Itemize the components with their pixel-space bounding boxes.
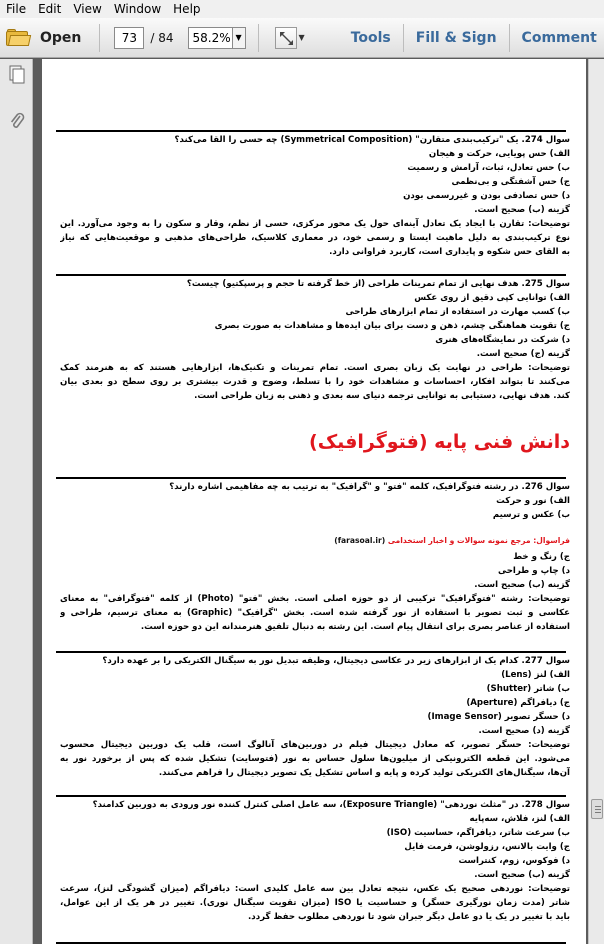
option-c: ج) تقویت هماهنگی چشم، ذهن و دست برای بیان ایده‌ها و مشاهدات به صورت بصری (214, 321, 570, 331)
vertical-scrollbar[interactable] (588, 59, 604, 944)
question-276 (60, 480, 570, 522)
explanation-line: کند. هدف نهایی، دستیابی به توانایی ترجمه دنیای سه بعدی و ذهنی به زبان طراحی است. (194, 391, 570, 401)
explanation-line: عکاسی و ثبت تصویر با استفاده از نور گرفته شده است. بخش "گرافیک" (Graphic) به معنای ترسیم، طراحی و (60, 608, 570, 618)
explanation-line: توضیحات: طراحی در نهایت یک زبان بصری است. تمام تمرینات و تکنیک‌ها، ابزارهایی هستند که به هنرمند کمک (60, 363, 570, 373)
tools-pane-button[interactable]: Tools (350, 29, 391, 46)
zoom-dropdown-button[interactable] (232, 27, 246, 49)
menu-help[interactable]: Help (173, 2, 201, 16)
option-a: الف) حس پویایی، حرکت و هیجان (428, 149, 570, 159)
question-divider (56, 795, 566, 797)
explanation-line: توضیحات: تقارن با ایجاد یک تعادل آینه‌ای حول یک محور مرکزی، حسی از نظم، وقار و سکون را به وجود می‌آورد. این (60, 219, 570, 229)
toolbar (0, 18, 604, 58)
answer-line: گزینه (ج) صحیح است. (476, 349, 570, 359)
option-b: ب) شاتر (Shutter) (486, 684, 570, 694)
option-d: د) فوکوس، زوم، کنتراست (458, 856, 570, 866)
open-button[interactable] (6, 29, 81, 47)
fit-page-icon (279, 31, 294, 46)
question-278 (60, 798, 570, 924)
question-text: سوال 278. در "مثلث نوردهی" (Exposure Triangle)، سه عامل اصلی کنترل کننده نور ورودی به دوربین کدامند؟ (92, 800, 570, 810)
comment-pane-button[interactable]: Comment (521, 29, 597, 46)
question-divider (56, 130, 566, 132)
explanation-line: توضیحات: رشته "فتوگرافیک" ترکیبی از دو حوزه اصلی است. بخش "فتو" (Photo) از کلمه "فتوگرافی" به معنای (60, 594, 570, 604)
question-275 (60, 277, 570, 403)
option-a: الف) توانایی کپی دقیق از روی عکس (414, 293, 570, 303)
chevron-down-icon: ▼ (235, 32, 242, 42)
fill-sign-pane-button[interactable]: Fill & Sign (415, 29, 497, 46)
toolbar-divider (99, 24, 100, 52)
option-a: الف) لنز (Lens) (501, 670, 570, 680)
option-b: ب) سرعت شاتر، دیافراگم، حساسیت (ISO) (386, 828, 570, 838)
option-b: ب) کسب مهارت در استفاده از تمام ابزارهای طراحی (345, 307, 570, 317)
open-label: Open (40, 29, 82, 46)
option-b: ب) حس تعادل، ثبات، آرامش و رسمیت (407, 163, 570, 173)
explanation-line: می‌شود. این قطعه الکترونیکی از میلیون‌ها سلول حساس به نور (فتوسایت) تشکیل شده که پس از برخورد نور به (60, 754, 570, 764)
toolbar-divider (403, 24, 404, 52)
explanation-line: توضیحات: نوردهی صحیح یک عکس، نتیجه تعادل بین سه عامل کلیدی است: دیافراگم (میزان گشودگی لنز)، سرعت (60, 884, 570, 894)
answer-line: گزینه (د) صحیح است. (478, 726, 570, 736)
option-d: د) حسگر تصویر (Image Sensor) (427, 712, 570, 722)
menu-file[interactable]: File (6, 2, 27, 16)
option-c: ج) وایت بالانس، رزولوشن، فرمت فایل (404, 842, 570, 852)
explanation-line: توضیحات: حسگر تصویر، که معادل دیجیتال فیلم در دوربین‌های آنالوگ است، قلب یک دوربین دیجیتال محسوب (60, 740, 570, 750)
question-text: سوال 274. یک "ترکیب‌بندی متقارن" (Symmetrical Composition) چه حسی را القا می‌کند؟ (174, 135, 570, 145)
zoom-input[interactable]: 58.2% (188, 27, 232, 49)
header-text: فراسوال: مرجع نمونه سوالات و اخبار استخدامی (387, 536, 570, 545)
option-c: ج) حس آشفتگی و بی‌نظمی (451, 177, 570, 187)
question-divider (56, 477, 566, 479)
explanation-line: نوع ترکیب‌بندی به دلیل ماهیت ایستا و رسمی خود، در معماری کلاسیک، طراحی‌های مذهبی و موقعیت‌هایی که نیاز (60, 233, 570, 243)
page-count: / 84 (150, 30, 174, 45)
question-277 (60, 654, 570, 780)
option-b: ب) عکس و ترسیم (492, 510, 570, 520)
option-d: د) حس تصادفی بودن و غیررسمی بودن (403, 191, 570, 201)
option-c: ج) رنگ و خط (513, 552, 570, 562)
explanation-line: آن‌ها، سیگنال‌های الکتریکی تولید کرده و پایه و اساس تشکیل یک تصویر دیجیتال را فراهم می‌کنند. (158, 768, 570, 778)
chevron-down-icon[interactable]: ▼ (298, 33, 305, 42)
question-text: سوال 276. در رشته فتوگرافیک، کلمه "فتو" و "گرافیک" به ترتیب به چه مفاهیمی اشاره دارند؟ (169, 482, 570, 492)
explanation-line: به القای حس شکوه و پایداری است، کاربرد فراوانی دارد. (329, 247, 570, 257)
menu-edit[interactable]: Edit (38, 2, 62, 16)
toolbar-divider (258, 24, 259, 52)
navigation-pane (0, 59, 33, 944)
folder-icon (6, 29, 30, 47)
menu-window[interactable]: Window (113, 2, 162, 16)
section-heading: دانش فنی پایه (فتوگرافیک) (309, 431, 570, 453)
pages-panel-icon[interactable] (7, 65, 27, 85)
pdf-page (42, 59, 586, 592)
option-d: د) چاپ و طراحی (498, 566, 570, 576)
paperclip-icon[interactable] (7, 111, 27, 131)
question-276-continued (60, 550, 570, 634)
scrollbar-thumb[interactable] (591, 799, 603, 819)
menu-view[interactable]: View (73, 2, 102, 16)
question-divider (56, 274, 566, 276)
option-c: ج) دیافراگم (Aperture) (466, 698, 570, 708)
explanation-line: باید با تغییر در یک یا دو عامل دیگر جبران شود تا نوردهی مطلوب حفظ گردد. (248, 912, 570, 922)
fit-page-button[interactable] (275, 27, 297, 49)
document-view[interactable] (34, 59, 588, 944)
explanation-line: می‌کنند تا بتواند افکار، احساسات و مشاهدات خود را با تسلط، وضوح و قدرت بیشتری بر روی سطح دو بعدی بیان (60, 377, 570, 387)
answer-line: گزینه (ب) صحیح است. (474, 205, 570, 215)
option-d: د) شرکت در نمایشگاه‌های هنری (435, 335, 570, 345)
page-header (60, 536, 570, 545)
answer-line: گزینه (ب) صحیح است. (474, 870, 570, 880)
header-site-link[interactable]: (farasoal.ir) (334, 536, 386, 545)
question-text: سوال 275. هدف نهایی از تمام تمرینات طراحی (از خط گرفته تا حجم و پرسپکتیو) چیست؟ (186, 279, 570, 289)
answer-line: گزینه (ب) صحیح است. (474, 580, 570, 590)
question-divider (56, 651, 566, 653)
pdf-page (42, 520, 586, 944)
explanation-line: استفاده از عناصر بصری برای انتقال پیام است. این رشته به دنبال تلفیق هنرمندانه این دو حوزه است. (140, 622, 570, 632)
page-number-input[interactable]: 73 (114, 27, 144, 49)
menu-bar (0, 0, 604, 18)
toolbar-divider (509, 24, 510, 52)
question-274 (60, 133, 570, 259)
option-a: الف) نور و حرکت (496, 496, 570, 506)
question-text: سوال 277. کدام یک از ابزارهای زیر در عکاسی دیجیتال، وظیفه تبدیل نور به سیگنال الکتریکی را بر عهده دارد؟ (102, 656, 570, 666)
option-a: الف) لنز، فلاش، سه‌پایه (469, 814, 570, 824)
explanation-line: شاتر (مدت زمان نورگیری حسگر) و حساسیت یا ISO (میزان تقویت سیگنال نوری). تغییر در هر یک از این عوامل، (60, 898, 570, 908)
